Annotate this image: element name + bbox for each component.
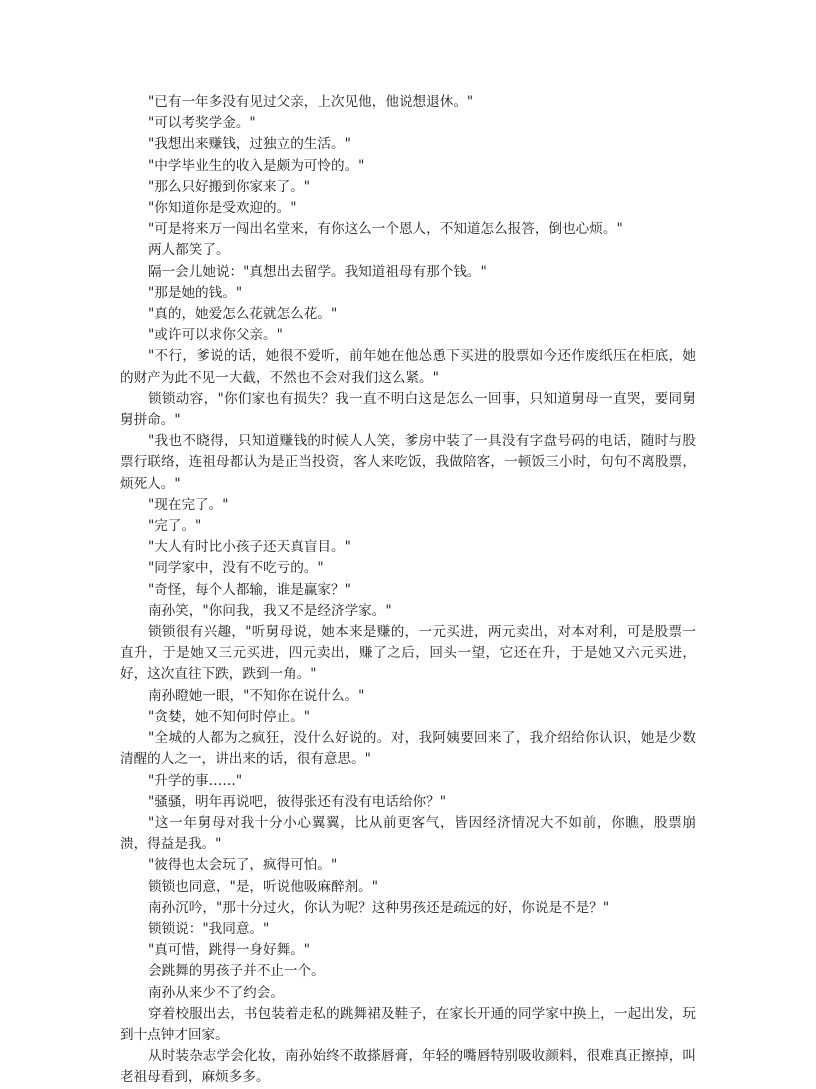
paragraph: 两人都笑了。 xyxy=(148,242,230,259)
paragraph: 南孙沉吟，"那十分过火，你认为呢？这种男孩还是疏远的好，你说是不是？" xyxy=(148,899,610,916)
paragraph: "你知道你是受欢迎的。" xyxy=(148,200,297,217)
paragraph: "彼得也太会玩了，疯得可怕。" xyxy=(148,857,338,874)
paragraph: "骚骚，明年再说吧，彼得张还有没有电话给你？" xyxy=(148,793,446,810)
body-text xyxy=(120,92,696,1089)
paragraph: 锁锁也同意，"是，听说他吸麻醉剂。" xyxy=(148,878,379,895)
paragraph: "贪婪，她不知何时停止。" xyxy=(148,708,311,725)
paragraph: "可是将来万一闯出名堂来，有你这么一个恩人，不知道怎么报答，倒也心烦。" xyxy=(148,221,623,238)
paragraph: "不行，爹说的话，她很不爱听，前年她在他怂恿下买进的股票如今还作废纸压在柜底，她的财产为此不见一大截，不然也不会对我们这么紧。" xyxy=(120,348,696,386)
paragraph: 锁锁说："我同意。" xyxy=(148,920,270,937)
paragraph: "那么只好搬到你家来了。" xyxy=(148,178,311,195)
paragraph: "升学的事……" xyxy=(148,772,243,789)
paragraph: "已有一年多没有见过父亲，上次见他，他说想退休。" xyxy=(148,94,474,110)
paragraph: "那是她的钱。" xyxy=(148,284,243,301)
paragraph: 锁锁很有兴趣，"听舅母说，她本来是赚的，一元买进，两元卖出，对本对利，可是股票一直升，于是她又三元买进，四元卖出，赚了之后，回头一望，它还在升，于是她又六元买进，好，这次直往下跌，跌到一角。" xyxy=(120,624,696,683)
paragraph: "我也不晓得，只知道赚钱的时候人人笑，爹房中装了一具没有字盘号码的电话，随时与股票行联络，连祖母都认为是正当投资，客人来吃饭，我做陪客，一顿饭三小时，句句不离股票，烦死人。" xyxy=(120,433,696,492)
paragraph: "完了。" xyxy=(148,518,202,535)
paragraph: 南孙瞪她一眼，"不知你在说什么。" xyxy=(148,687,365,704)
paragraph: 会跳舞的男孩子并不止一个。 xyxy=(148,963,325,980)
paragraph: "我想出来赚钱，过独立的生活。" xyxy=(148,136,351,153)
paragraph: "这一年舅母对我十分小心翼翼，比从前更客气，皆因经济情况大不如前，你瞧，股票崩溃，得益是我。" xyxy=(120,814,696,853)
paragraph: "中学毕业生的收入是颇为可怜的。" xyxy=(148,157,365,174)
paragraph: "可以考奖学金。" xyxy=(148,115,256,132)
paragraph: "现在完了。" xyxy=(148,496,229,513)
paragraph: "真可惜，跳得一身好舞。" xyxy=(148,942,311,959)
paragraph: "或许可以求你父亲。" xyxy=(148,327,283,344)
paragraph: "大人有时比小孩子还天真盲目。" xyxy=(148,539,351,556)
paragraph: "全城的人都为之疯狂，没什么好说的。对，我阿姨要回来了，我介绍给你认识，她是少数清醒的人之一，讲出来的话，很有意思。" xyxy=(120,730,696,768)
paragraph: "真的，她爱怎么花就怎么花。" xyxy=(148,306,338,323)
paragraph: "奇怪，每个人都输，谁是赢家？" xyxy=(148,581,351,598)
paragraph: 南孙笑，"你问我，我又不是经济学家。" xyxy=(148,602,392,619)
paragraph: 穿着校服出去，书包装着走私的跳舞裙及鞋子，在家长开通的同学家中换上，一起出发，玩到十点钟才回家。 xyxy=(120,1005,696,1043)
paragraph: 南孙从来少不了约会。 xyxy=(148,984,284,1001)
paragraph: 隔一会儿她说："真想出去留学。我知道祖母有那个钱。" xyxy=(148,263,487,280)
paragraph: 锁锁动容，"你们家也有损失？我一直不明白这是怎么一回事，只知道舅母一直哭，要同舅舅拼命。" xyxy=(120,390,696,429)
paragraph: "同学家中，没有不吃亏的。" xyxy=(148,560,324,577)
paragraph: 从时装杂志学会化妆，南孙始终不敢搽唇膏，年轻的嘴唇特别吸收颜料，很难真正擦掉，叫老祖母看到，麻烦多多。 xyxy=(120,1048,696,1086)
